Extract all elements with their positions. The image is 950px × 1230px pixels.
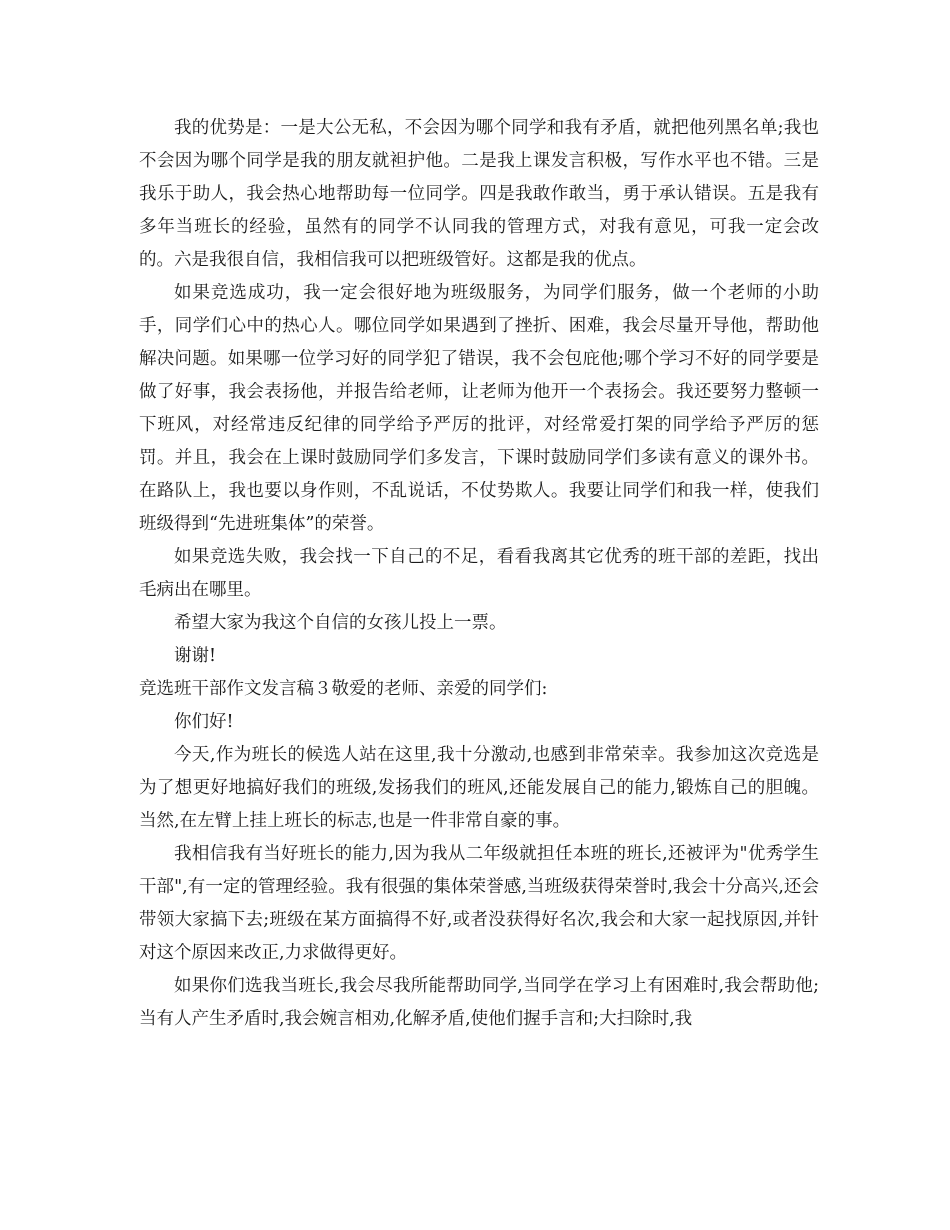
speech-heading: 竞选班干部作文发言稿３敬爱的老师、亲爱的同学们: [139,679,548,699]
paragraph-strengths: 我的优势是：一是大公无私，不会因为哪个同学和我有矛盾，就把他列黑名单;我也不会因为哪个同学是我的朋友就袒护他。二是我上课发言积极，写作水平也不错。三是我乐于助人，我会热心地帮助每一位同学。四是我敢作敢当，勇于承认错误。五是我有多年当班长的经验，虽然有的同学不认同我的管理方式，对我有意见，可我一定会改的。六是我很自信，我相信我可以把班级管好。这都是我的优点。 [139,118,819,270]
paragraph-introduction: 今天,作为班长的候选人站在这里,我十分激动,也感到非常荣幸。我参加这次竞选是为了想更好地搞好我们的班级,发扬我们的班风,还能发展自己的能力,锻炼自己的胆魄。当然,在左臂上挂上班长的标志,也是一件非常自豪的事。 [139,745,819,831]
paragraph-greeting: 你们好! [174,712,234,732]
paragraph-thanks: 谢谢! [174,646,217,666]
paragraph-if-defeated: 如果竞选失败，我会找一下自己的不足，看看我离其它优秀的班干部的差距，找出毛病出在哪里。 [139,547,819,600]
document-body [139,112,819,1036]
paragraph-promises: 如果你们选我当班长,我会尽我所能帮助同学,当同学在学习上有困难时,我会帮助他;当有人产生矛盾时,我会婉言相劝,化解矛盾,使他们握手言和;大扫除时,我 [139,976,819,1029]
paragraph-qualifications: 我相信我有当好班长的能力,因为我从二年级就担任本班的班长,还被评为"优秀学生干部",有一定的管理经验。我有很强的集体荣誉感,当班级获得荣誉时,我会十分高兴,还会带领大家搞下去;班级在某方面搞得不好,或者没获得好名次,我会和大家一起找原因,并针对这个原因来改正,力求做得更好。 [139,844,819,963]
paragraph-if-elected: 如果竞选成功，我一定会很好地为班级服务，为同学们服务，做一个老师的小助手，同学们心中的热心人。哪位同学如果遇到了挫折、困难，我会尽量开导他，帮助他解决问题。如果哪一位学习好的同学犯了错误，我不会包庇他;哪个学习不好的同学要是做了好事，我会表扬他，并报告给老师，让老师为他开一个表扬会。我还要努力整顿一下班风，对经常违反纪律的同学给予严厉的批评，对经常爱打架的同学给予严厉的惩罚。并且，我会在上课时鼓励同学们多发言，下课时鼓励同学们多读有意义的课外书。在路队上，我也要以身作则，不乱说话，不仗势欺人。我要让同学们和我一样，使我们班级得到“先进班集体”的荣誉。 [139,283,819,534]
paragraph-vote-request: 希望大家为我这个自信的女孩儿投上一票。 [174,613,507,633]
